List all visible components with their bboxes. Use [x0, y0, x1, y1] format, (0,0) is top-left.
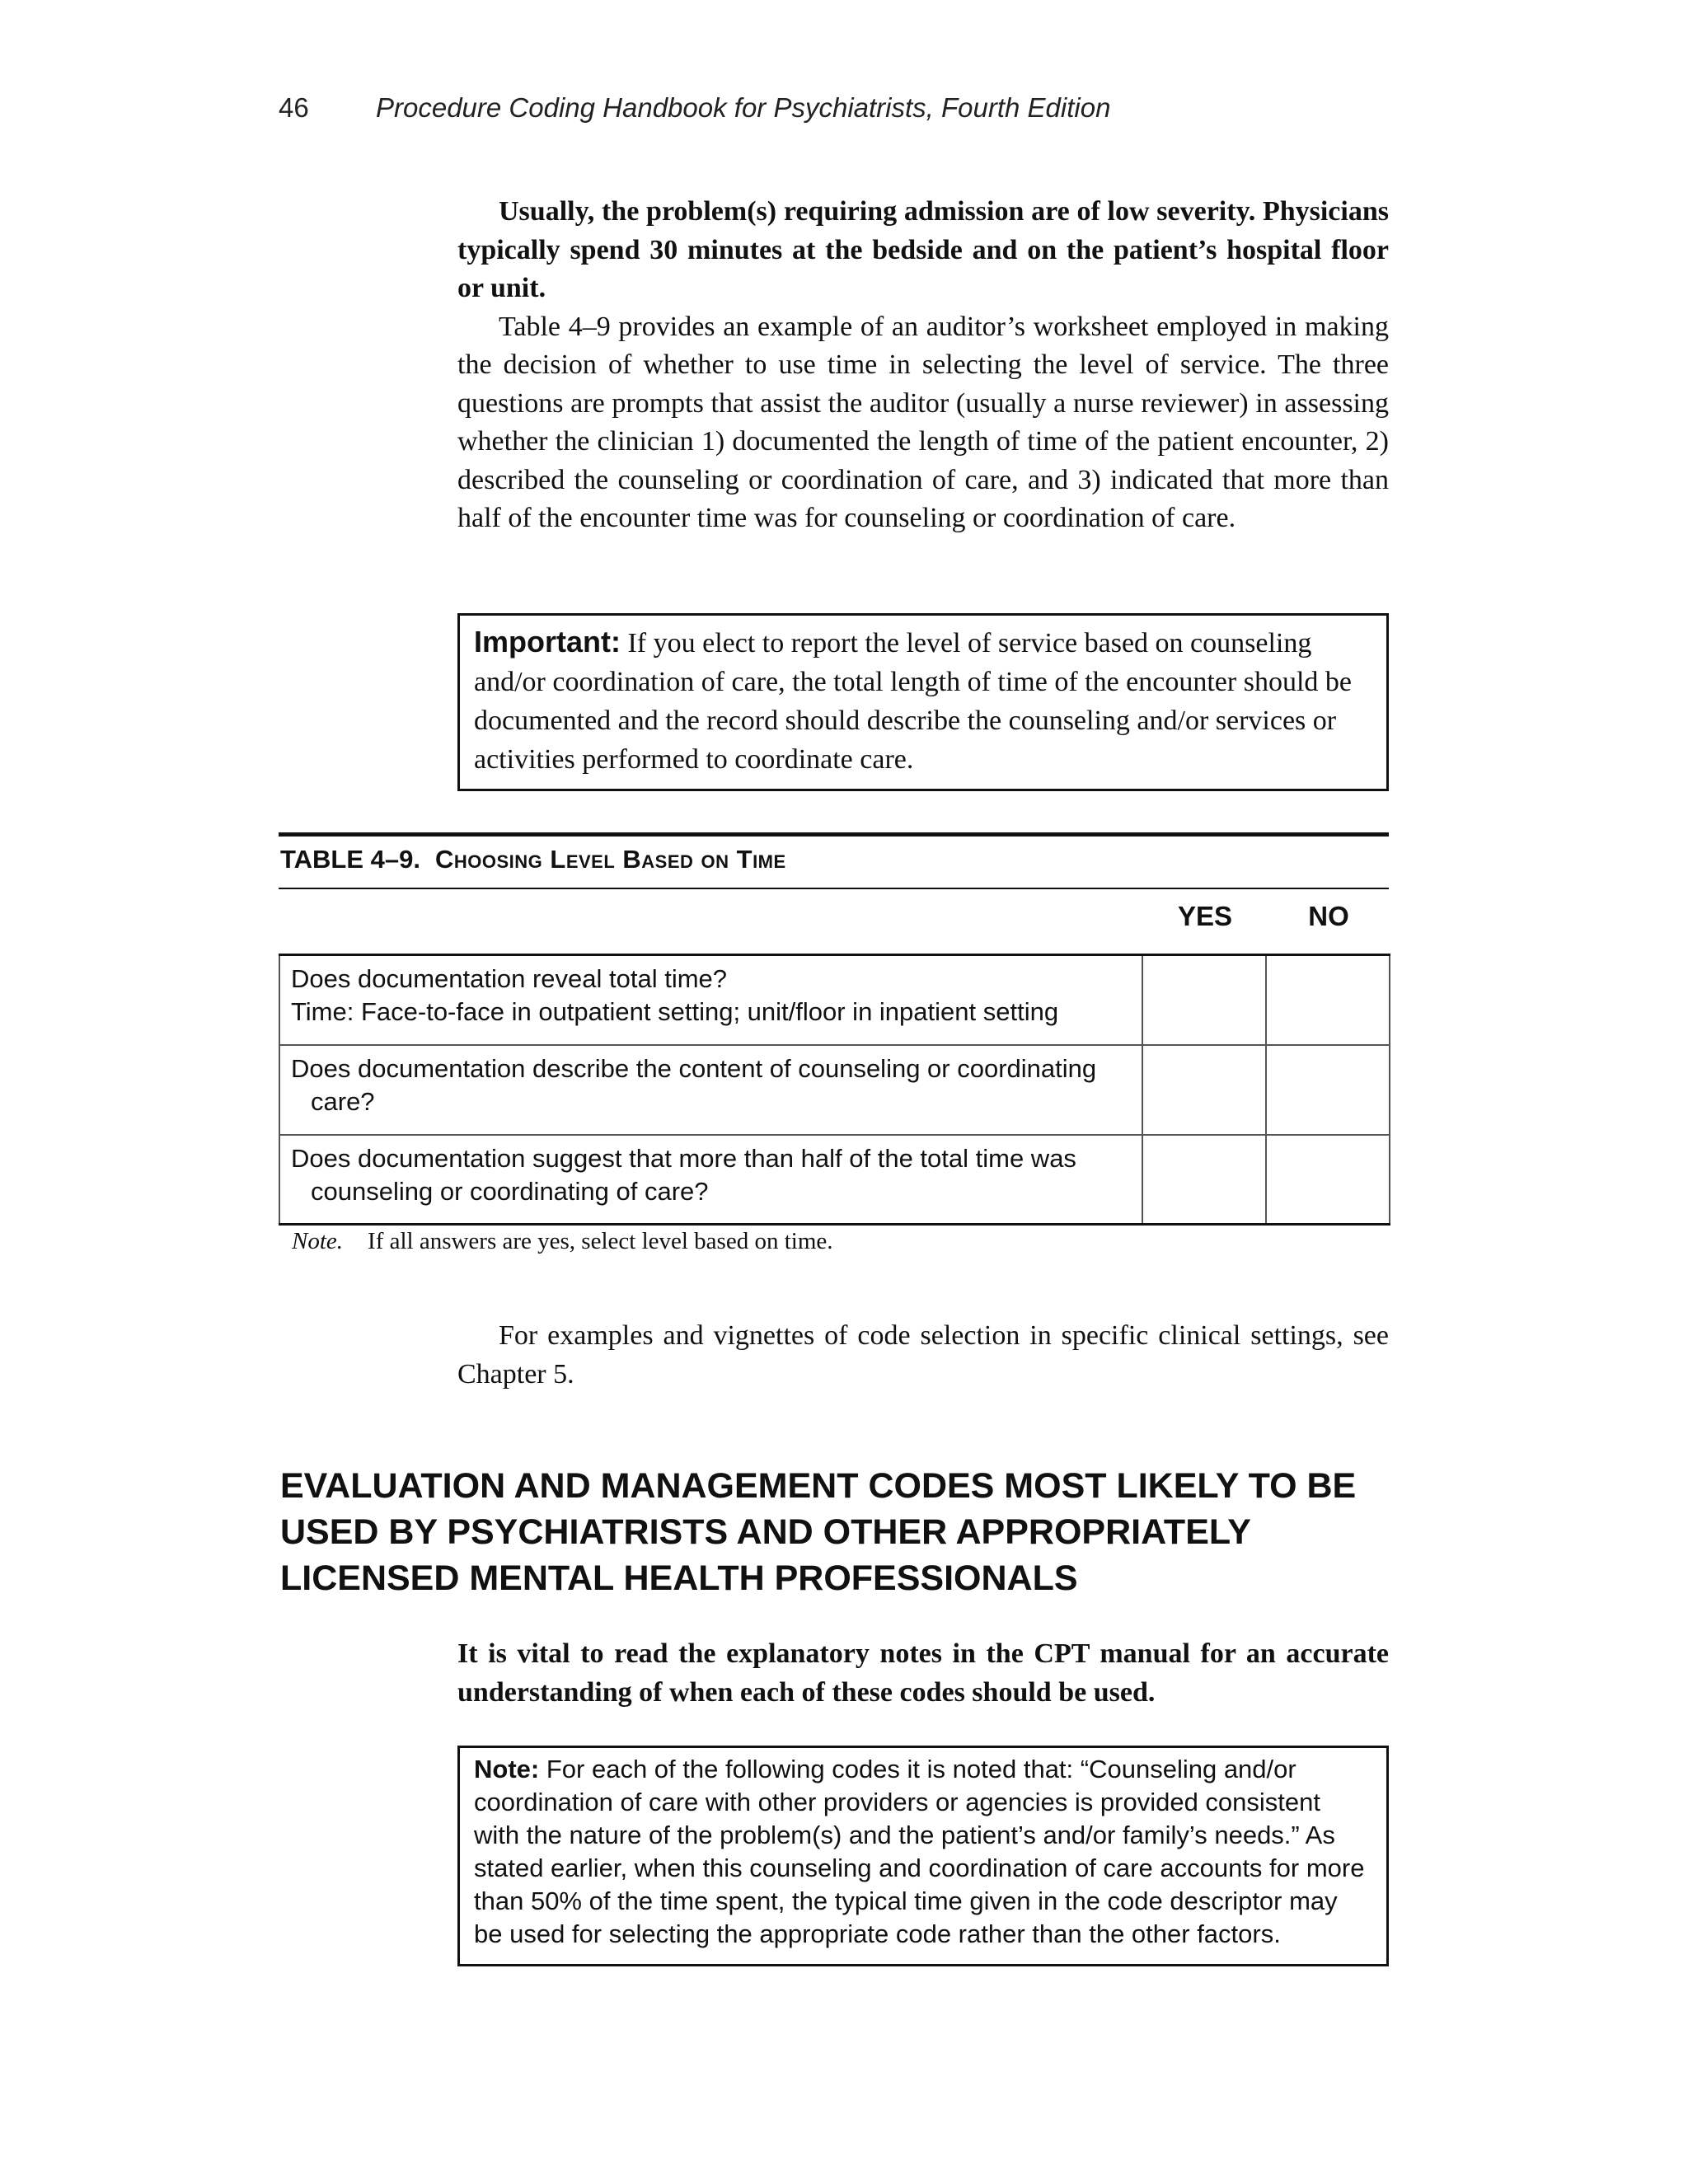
table-note-text: If all answers are yes, select level based on time.: [368, 1228, 833, 1254]
table-title: Choosing Level Based on Time: [434, 845, 786, 874]
table-row: [279, 955, 1390, 1045]
important-label: Important:: [474, 625, 621, 658]
table-row: [279, 1135, 1390, 1225]
column-header-yes: YES: [1177, 901, 1233, 931]
question-cell: [279, 1045, 1142, 1135]
after-table-paragraph: For examples and vignettes of code selection in specific clinical settings, see Chapter 5.: [457, 1320, 1389, 1390]
after-table-section: [457, 1317, 1389, 1394]
table-caption: [280, 845, 786, 874]
no-checkbox-cell: [1266, 1045, 1390, 1135]
running-header: [279, 92, 1110, 124]
important-text: If you elect to report the level of service based on counseling and/or coordination of care, the total length of time of the encounter should be documented and the record should describe the counseling and/or services or activities performed to coordinate care.: [474, 628, 1352, 775]
table-row: [279, 1045, 1390, 1135]
yes-checkbox-cell: [1142, 1045, 1266, 1135]
time-checklist-table: [279, 954, 1390, 1226]
yes-checkbox-cell: [1142, 1135, 1266, 1225]
question-cell: [279, 955, 1142, 1045]
question-text-continued: counseling or coordinating of care?: [311, 1176, 709, 1206]
question-text-continued: care?: [311, 1086, 375, 1116]
table-header-rule: [279, 888, 1389, 889]
note-callout: [457, 1746, 1389, 1966]
question-subtext: Time: Face-to-face in outpatient setting; unit/floor in inpatient setting: [291, 997, 1059, 1026]
table-note: [292, 1228, 833, 1255]
intro-section: [457, 193, 1389, 538]
book-title: Procedure Coding Handbook for Psychiatrists, Fourth Edition: [376, 92, 1111, 123]
intro-bold-paragraph: Usually, the problem(s) requiring admission are of low severity. Physicians typically spend 30 minutes at the bedside and on the patient’s hospital floor or unit.: [457, 196, 1389, 303]
intro-paragraph: Table 4–9 provides an example of an auditor’s worksheet employed in making the decision of whether to use time in selecting the level of service. The three questions are prompts that assist the auditor (usually a nurse reviewer) in assessing whether the clinician 1) documented the length of time of the patient encounter, 2) described the counseling or coordination of care, and 3) indicated that more than half of the encounter time was for counseling or coordination of care.: [457, 311, 1389, 533]
important-callout: [457, 613, 1389, 791]
no-checkbox-cell: [1266, 955, 1390, 1045]
yes-checkbox-cell: [1142, 955, 1266, 1045]
note-label: Note:: [474, 1755, 540, 1783]
table-note-label: Note.: [292, 1228, 344, 1254]
note-text: For each of the following codes it is noted that: “Counseling and/or coordination of care with other providers or agencies is provided consistent with the nature of the problem(s) and the patient’s and/or family’s needs.” As stated earlier, when this counseling and coordination of care accounts for more than 50% of the time spent, the typical time given in the code descriptor may be used for selecting the appropriate code rather than the other factors.: [474, 1755, 1365, 1948]
question-text: Does documentation describe the content of counseling or coordinating: [291, 1053, 1097, 1083]
table-top-rule: [279, 832, 1389, 837]
question-cell: [279, 1135, 1142, 1225]
section-intro: [457, 1635, 1389, 1712]
no-checkbox-cell: [1266, 1135, 1390, 1225]
page-number: 46: [279, 92, 309, 123]
table-number: TABLE 4–9.: [280, 845, 420, 874]
section-bold-paragraph: It is vital to read the explanatory notes in the CPT manual for an accurate understanding of when each of these codes should be used.: [457, 1638, 1389, 1708]
question-text: Does documentation reveal total time?: [291, 964, 728, 993]
question-text: Does documentation suggest that more than half of the total time was: [291, 1143, 1076, 1173]
column-header-no: NO: [1308, 901, 1349, 931]
section-heading: EVALUATION AND MANAGEMENT CODES MOST LIKELY TO BE USED BY PSYCHIATRISTS AND OTHER APPROPRIATELY LICENSED MENTAL HEALTH PROFESSIONALS: [280, 1466, 1357, 1598]
